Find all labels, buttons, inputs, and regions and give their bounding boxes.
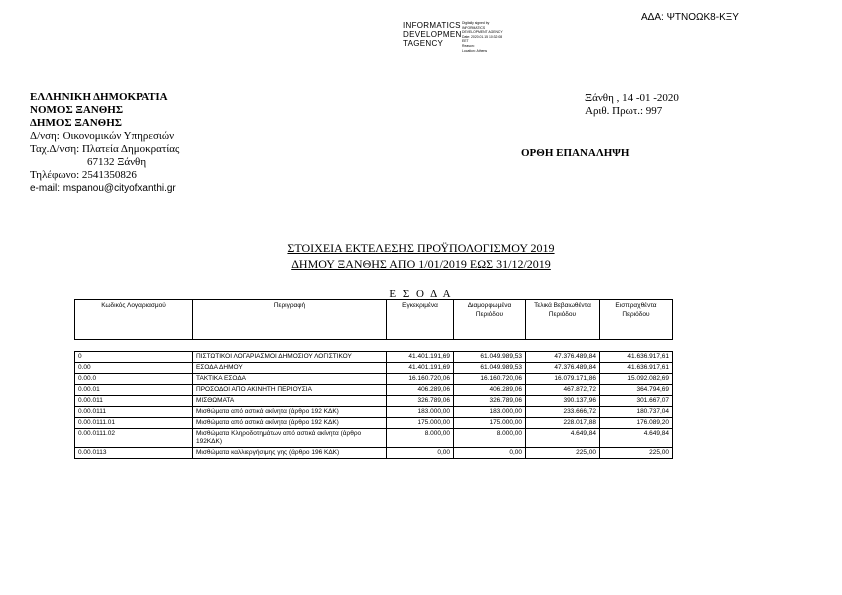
- signature-detail-line: INFORMATICS: [462, 25, 486, 30]
- amount-cell: 4.649,84: [600, 429, 673, 448]
- column-header: Εισπραχθέντα Περιόδου: [600, 300, 673, 340]
- amount-cell: 467.872,72: [526, 385, 600, 396]
- amount-cell: 326.789,06: [387, 396, 454, 407]
- amount-cell: 41.401.191,69: [387, 352, 454, 363]
- table-row: [75, 352, 673, 363]
- table-body: [75, 352, 673, 459]
- signature-line: TAGENCY: [403, 39, 444, 48]
- amount-cell: 16.160.720,06: [454, 374, 526, 385]
- table-header-row: [75, 300, 673, 340]
- digital-signature-name: [403, 21, 462, 48]
- description-cell: ΕΣΟΔΑ ΔΗΜΟΥ: [193, 363, 387, 374]
- amount-cell: 364.794,69: [600, 385, 673, 396]
- amount-cell: 0,00: [387, 448, 454, 459]
- description-cell: ΜΙΣΘΩΜΑΤΑ: [193, 396, 387, 407]
- amount-cell: 15.092.082,69: [600, 374, 673, 385]
- amount-cell: 47.376.489,84: [526, 352, 600, 363]
- correction-notice: ΟΡΘΗ ΕΠΑΝΑΛΗΨΗ: [521, 147, 630, 159]
- description-cell: ΤΑΚΤΙΚΑ ΕΣΟΔΑ: [193, 374, 387, 385]
- header-spacer-row: [75, 340, 673, 352]
- column-header: Διαμορφωμένα Περιόδου: [454, 300, 526, 340]
- amount-cell: 176.089,20: [600, 418, 673, 429]
- amount-cell: 61.049.989,53: [454, 352, 526, 363]
- postal-code: 67132 Ξάνθη: [87, 156, 147, 168]
- report-subtitle: ΔΗΜΟΥ ΞΑΝΘΗΣ ΑΠΟ 1/01/2019 ΕΩΣ 31/12/2019: [291, 257, 551, 271]
- table-row: [75, 396, 673, 407]
- amount-cell: 183.000,00: [454, 407, 526, 418]
- amount-cell: 8.000,00: [454, 429, 526, 448]
- signature-detail-line: EET: [462, 39, 469, 44]
- place-date: Ξάνθη , 14 -01 -2020: [585, 92, 679, 104]
- account-code-cell: 0.00.0111: [75, 407, 193, 418]
- table-row: [75, 385, 673, 396]
- description-cell: ΠΙΣΤΩΤΙΚΟΙ ΛΟΓΑΡΙΑΣΜΟΙ ΔΗΜΟΣΙΟΥ ΛΟΓΙΣΤΙΚΟΥ: [193, 352, 387, 363]
- amount-cell: 301.667,07: [600, 396, 673, 407]
- amount-cell: 16.079.171,86: [526, 374, 600, 385]
- protocol-number: Αριθ. Πρωτ.: 997: [585, 105, 663, 117]
- postal-address: Ταχ.Δ/νση: Πλατεία Δημοκρατίας: [30, 143, 180, 155]
- spacer-cell: [75, 340, 193, 352]
- spacer-cell: [526, 340, 600, 352]
- description-cell: Μισθώματα από αστικά ακίνητα (άρθρο 192 ΚΔΚ): [193, 407, 387, 418]
- account-code-cell: 0: [75, 352, 193, 363]
- signature-detail-line: DEVELOPMENT AGENCY: [462, 30, 503, 35]
- account-code-cell: 0.00.0113: [75, 448, 193, 459]
- amount-cell: 225,00: [526, 448, 600, 459]
- table-row: [75, 448, 673, 459]
- table-row: [75, 429, 673, 448]
- prefecture-name: ΝΟΜΟΣ ΞΑΝΘΗΣ: [30, 104, 124, 116]
- amount-cell: 41.636.917,61: [600, 352, 673, 363]
- signature-line: DEVELOPMEN: [403, 30, 462, 39]
- signature-detail-line: Location: Athens: [462, 48, 488, 53]
- account-code-cell: 0.00: [75, 363, 193, 374]
- account-code-cell: 0.00.011: [75, 396, 193, 407]
- signature-detail-line: Reason:: [462, 43, 475, 48]
- table-row: [75, 363, 673, 374]
- amount-cell: 16.160.720,06: [387, 374, 454, 385]
- account-code-cell: 0.00.0: [75, 374, 193, 385]
- municipality-name: ΔΗΜΟΣ ΞΑΝΘΗΣ: [30, 117, 122, 129]
- section-heading: Ε Σ Ο Δ Α: [389, 288, 453, 300]
- amount-cell: 406.289,06: [387, 385, 454, 396]
- spacer-cell: [387, 340, 454, 352]
- description-cell: ΠΡΟΣΟΔΟΙ ΑΠΟ ΑΚΙΝΗΤΗ ΠΕΡΙΟΥΣΙΑ: [193, 385, 387, 396]
- amount-cell: 61.049.989,53: [454, 363, 526, 374]
- column-header: Περιγραφή: [193, 300, 387, 340]
- department-name: Δ/νση: Οικονομικών Υπηρεσιών: [30, 130, 175, 142]
- amount-cell: 41.401.191,69: [387, 363, 454, 374]
- amount-cell: 390.137,96: [526, 396, 600, 407]
- amount-cell: 0,00: [454, 448, 526, 459]
- amount-cell: 8.000,00: [387, 429, 454, 448]
- description-cell: Μισθώματα από αστικά ακίνητα (άρθρο 192 ΚΔΚ): [193, 418, 387, 429]
- report-title: ΣΤΟΙΧΕΙΑ ΕΚΤΕΛΕΣΗΣ ΠΡΟΫΠΟΛΟΓΙΣΜΟΥ 2019: [287, 241, 555, 255]
- country-name: ΕΛΛΗΝΙΚΗ ΔΗΜΟΚΡΑΤΙΑ: [30, 91, 168, 103]
- column-header: Κωδικός Λογαριασμού: [75, 300, 193, 340]
- phone-number: Τηλέφωνο: 2541350826: [30, 169, 137, 181]
- email-address: e-mail: mspanou@cityofxanthi.gr: [30, 183, 176, 194]
- column-header: Εγκεκριμένα: [387, 300, 454, 340]
- amount-cell: 233.666,72: [526, 407, 600, 418]
- account-code-cell: 0.00.0111.01: [75, 418, 193, 429]
- signature-detail-line: Date: 2020.01.15 10:32:08: [462, 34, 503, 39]
- amount-cell: 4.649,84: [526, 429, 600, 448]
- place-date-block: [585, 92, 679, 118]
- amount-cell: 183.000,00: [387, 407, 454, 418]
- amount-cell: 406.289,06: [454, 385, 526, 396]
- column-header: Τελικά Βεβαιωθέντα Περιόδου: [526, 300, 600, 340]
- spacer-cell: [600, 340, 673, 352]
- amount-cell: 41.636.917,61: [600, 363, 673, 374]
- table-row: [75, 374, 673, 385]
- amount-cell: 175.000,00: [387, 418, 454, 429]
- account-code-cell: 0.00.0111.02: [75, 429, 193, 448]
- table-row: [75, 407, 673, 418]
- sender-block: [30, 91, 179, 195]
- spacer-cell: [193, 340, 387, 352]
- table-row: [75, 418, 673, 429]
- budget-table: [74, 299, 673, 459]
- amount-cell: 225,00: [600, 448, 673, 459]
- amount-cell: 175.000,00: [454, 418, 526, 429]
- amount-cell: 326.789,06: [454, 396, 526, 407]
- description-cell: Μισθώματα καλλιεργήσιμης γης (άρθρο 196 ΚΔΚ): [193, 448, 387, 459]
- amount-cell: 180.737,04: [600, 407, 673, 418]
- amount-cell: 228.017,88: [526, 418, 600, 429]
- spacer-cell: [454, 340, 526, 352]
- description-cell: Μισθώματα Κληροδοτημάτων από αστικά ακίνητα (άρθρο 192ΚΔΚ): [193, 429, 387, 448]
- digital-signature-details: [462, 21, 503, 53]
- signature-detail-line: Digitally signed by: [462, 21, 490, 25]
- amount-cell: 47.376.489,84: [526, 363, 600, 374]
- signature-line: INFORMATICS: [403, 21, 461, 30]
- account-code-cell: 0.00.01: [75, 385, 193, 396]
- ada-code: ΑΔΑ: ΨΤΝΟΩΚ8-ΚΞΥ: [641, 12, 739, 23]
